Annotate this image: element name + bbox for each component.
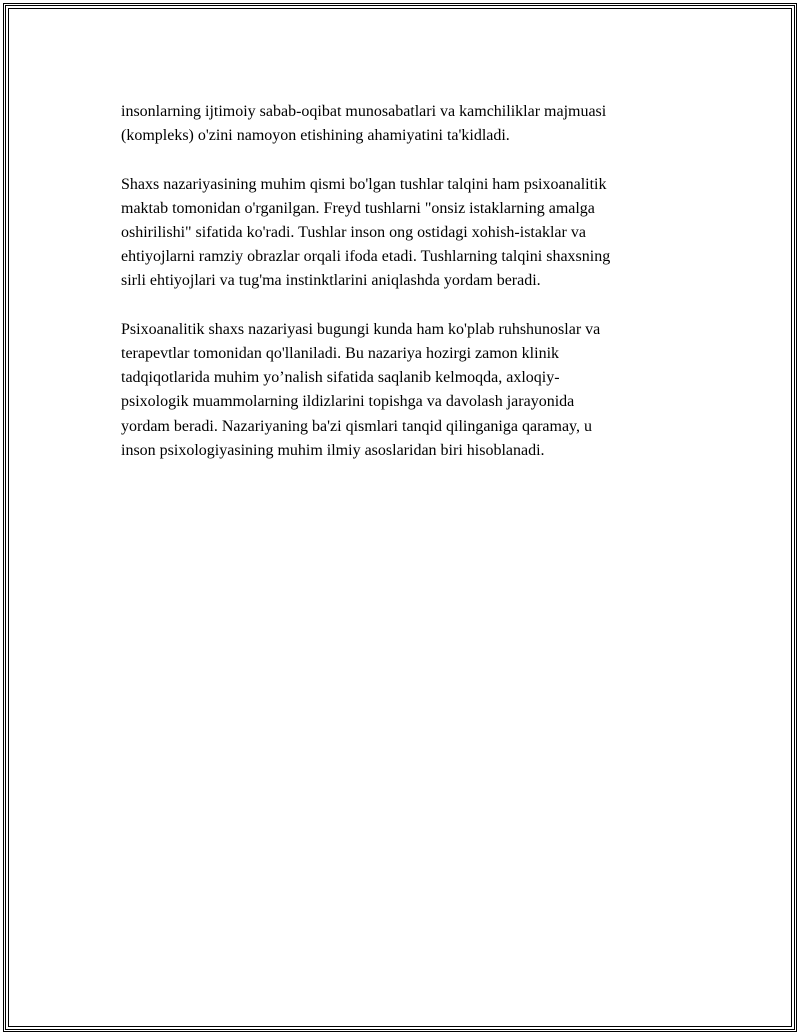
page-border — [3, 3, 797, 1032]
paragraph-1: insonlarning ijtimoiy sabab-oqibat munosabatlari va kamchiliklar majmuasi (kompleks) o'zini namoyon etishining ahamiyatini ta'kidladi. — [121, 103, 607, 145]
paragraph-3: Psixoanalitik shaxs nazariyasi bugungi kunda ham ko'plab ruhshunoslar va terapevtlar tomonidan qo'llaniladi. Bu nazariya hozirgi zamon klinik tadqiqotlarida muhim yo’nalish sifatida saqlanib kelmoqda, axloqiy- psixologik muammolarning ildizlarini topishga va davolash jarayonida yordam beradi. Nazariyaning ba'zi qismlari tanqid qilinganiga qaramay, u inson psixologiyasining muhim ilmiy asoslaridan biri hisoblanadi. — [121, 320, 601, 459]
paragraph-2: Shaxs nazariyasining muhim qismi bo'lgan tushlar talqini ham psixoanalitik maktab tomonidan o'rganilgan. Freyd tushlarni "onsiz istaklarning amalga oshirilishi" sifatida ko'radi. Tushlar inson ong ostidagi xohish-istaklar va ehtiyojlarni ramziy obrazlar orqali ifoda etadi. Tushlarning talqini shaxsning sirli ehtiyojlari va tug'ma instinktlarini aniqlashda yordam beradi. — [121, 175, 611, 290]
document-body — [121, 100, 706, 487]
